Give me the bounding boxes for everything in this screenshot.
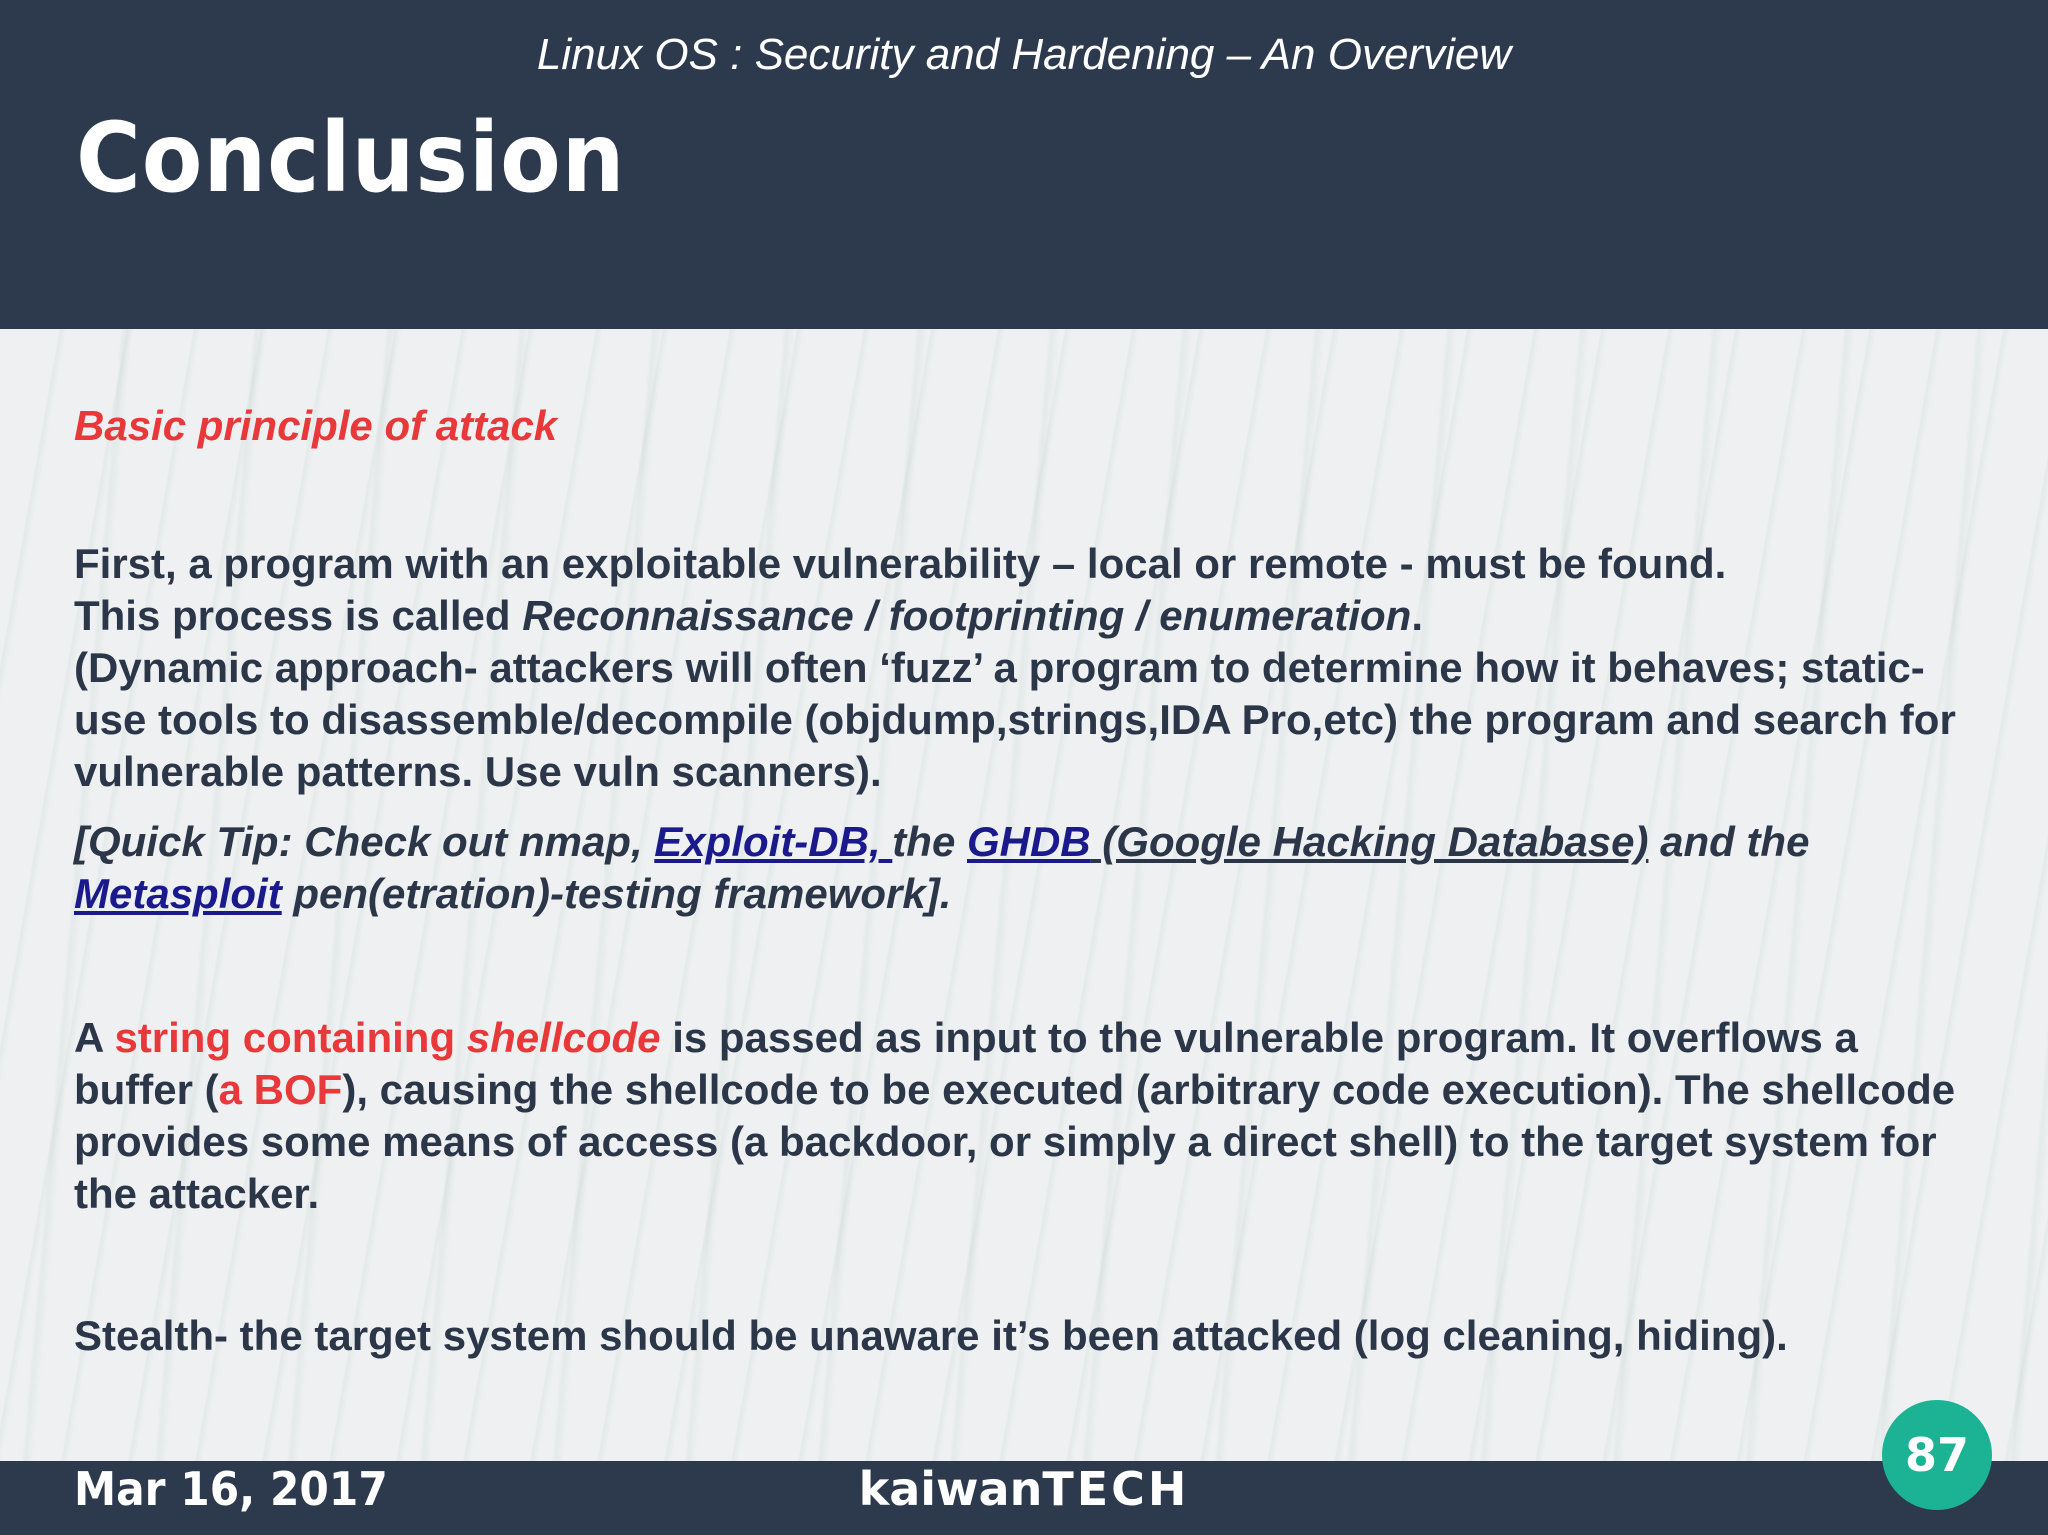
- para1-line2-prefix: This process is called: [74, 592, 523, 639]
- para2-red-shellcode: shellcode: [466, 1014, 661, 1061]
- tip-mid2: and the: [1648, 818, 1810, 865]
- para1-line2-italic: Reconnaissance / footprinting / enumeration: [522, 592, 1412, 639]
- tip-mid1: the: [892, 818, 967, 865]
- paragraph-stealth: Stealth- the target system should be unaware it’s been attacked (log cleaning, hiding).: [74, 1312, 1788, 1359]
- ghdb-link[interactable]: GHDB: [966, 818, 1091, 865]
- section-heading: Basic principle of attack: [74, 402, 558, 449]
- presentation-subtitle: Linux OS : Security and Hardening – An Overview: [536, 30, 1512, 79]
- para2-prefix: A: [74, 1014, 115, 1061]
- para1-line3: (Dynamic approach- attackers will often ‘fuzz’ a program to determine how it behaves; static- use tools to disassemble/decompile (objdump,strings,IDA Pro,etc) the program and search for vulnerable patterns. Use vuln scanners).: [74, 644, 1956, 795]
- para2-mid1: is passed as input to the vulnerable program. It overflows a buffer (: [74, 1014, 1858, 1113]
- footer-date: Mar 16, 2017: [74, 1462, 388, 1516]
- para2-rest: ), causing the shellcode to be executed (arbitrary code execution). The shellcode provides some means of access (a backdoor, or simply a direct shell) to the target system for the attacker.: [74, 1066, 1956, 1217]
- paragraph-reconnaissance: [74, 538, 1974, 798]
- metasploit-link[interactable]: Metasploit: [74, 870, 282, 917]
- tip-suffix: pen(etration)-testing framework].: [281, 870, 952, 917]
- para1-line1: First, a program with an exploitable vulnerability – local or remote - must be found.: [74, 540, 1727, 587]
- exploit-db-link[interactable]: Exploit-DB,: [654, 818, 893, 865]
- slide-content: [74, 400, 1974, 1362]
- tip-prefix: [Quick Tip: Check out nmap,: [74, 818, 655, 865]
- quick-tip: [74, 816, 1974, 920]
- footer-brand: [0, 1462, 2048, 1516]
- page-number-badge: 87: [1882, 1400, 1992, 1510]
- paragraph-shellcode: [74, 1012, 1974, 1220]
- para2-red-string: string containing: [114, 1014, 467, 1061]
- brand-part1: kaiwan: [858, 1462, 1043, 1516]
- brand-part2: TECH: [1042, 1462, 1190, 1516]
- ghdb-full-name: (Google Hacking Database): [1090, 818, 1649, 865]
- slide-title: Conclusion: [76, 102, 626, 214]
- para2-red-bof: a BOF: [218, 1066, 343, 1113]
- para1-line2-suffix: .: [1411, 592, 1423, 639]
